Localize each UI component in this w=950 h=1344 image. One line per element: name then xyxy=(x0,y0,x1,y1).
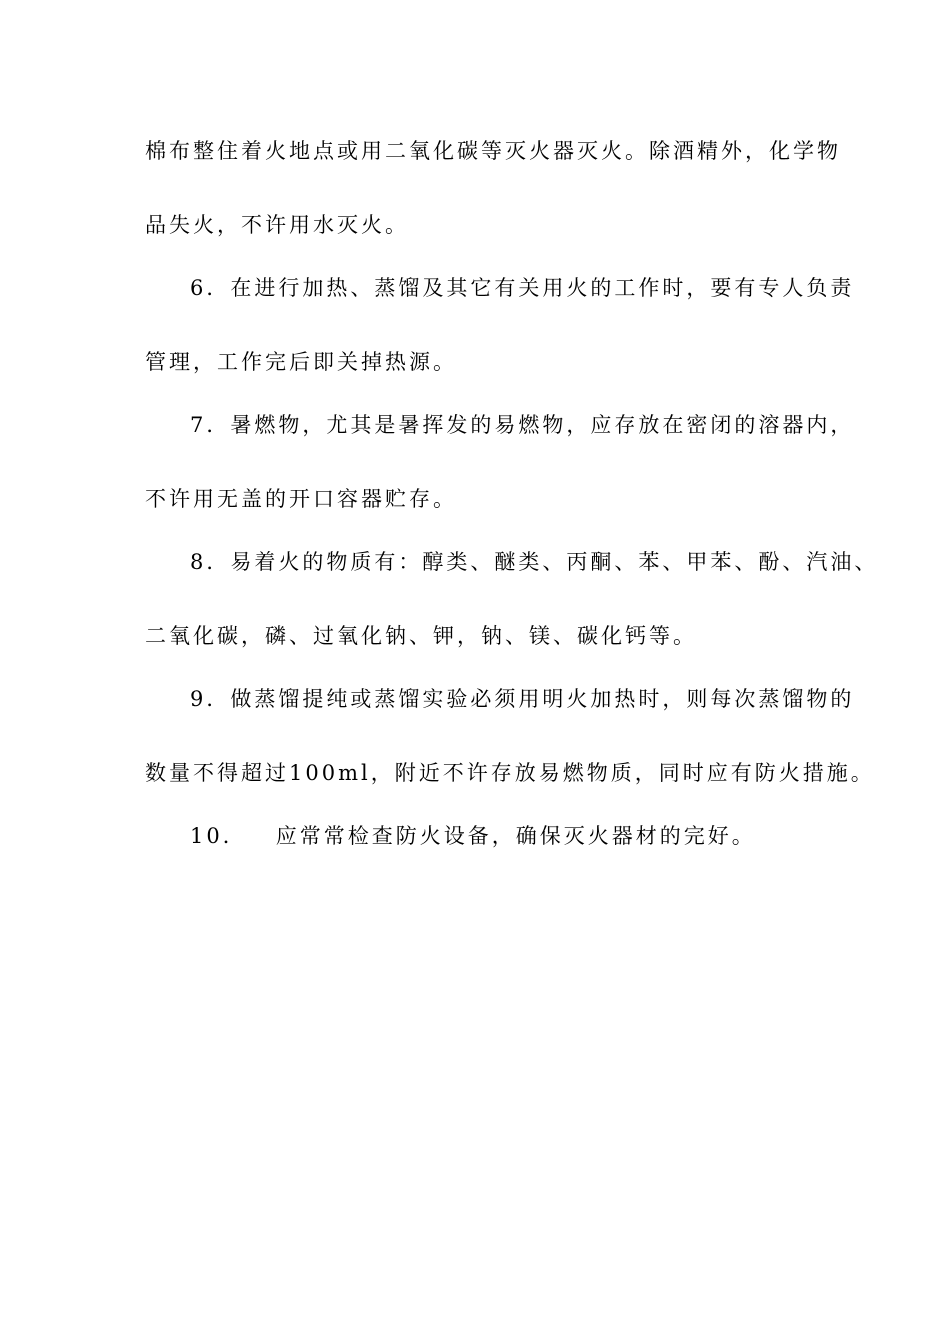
text-line: 数量不得超过100ml，附近不许存放易燃物质，同时应有防火措施。 xyxy=(145,761,875,785)
list-item-8-line: 8．易着火的物质有：醇类、醚类、丙酮、苯、甲苯、酚、汽油、 xyxy=(190,550,879,574)
list-item-10-line: 10． 应常常检查防火设备，确保灭火器材的完好。 xyxy=(190,824,756,848)
text-line: 不许用无盖的开口容器贮存。 xyxy=(145,487,457,511)
text-line: 棉布整住着火地点或用二氧化碳等灭火器灭火。除酒精外，化学物 xyxy=(145,139,841,163)
list-item-7-line: 7．暑燃物，尤其是暑挥发的易燃物，应存放在密闭的溶器内， xyxy=(190,413,855,437)
list-item-6-line: 6．在进行加热、蒸馏及其它有关用火的工作时，要有专人负责 xyxy=(190,276,855,300)
text-line: 二氧化碳，磷、过氧化钠、钾，钠、镁、碳化钙等。 xyxy=(145,624,697,648)
text-line: 品失火，不许用水灭火。 xyxy=(145,213,409,237)
list-item-9-line: 9．做蒸馏提纯或蒸馏实验必须用明火加热时，则每次蒸馏物的 xyxy=(190,687,855,711)
text-line: 管理，工作完后即关掉热源。 xyxy=(145,350,457,374)
